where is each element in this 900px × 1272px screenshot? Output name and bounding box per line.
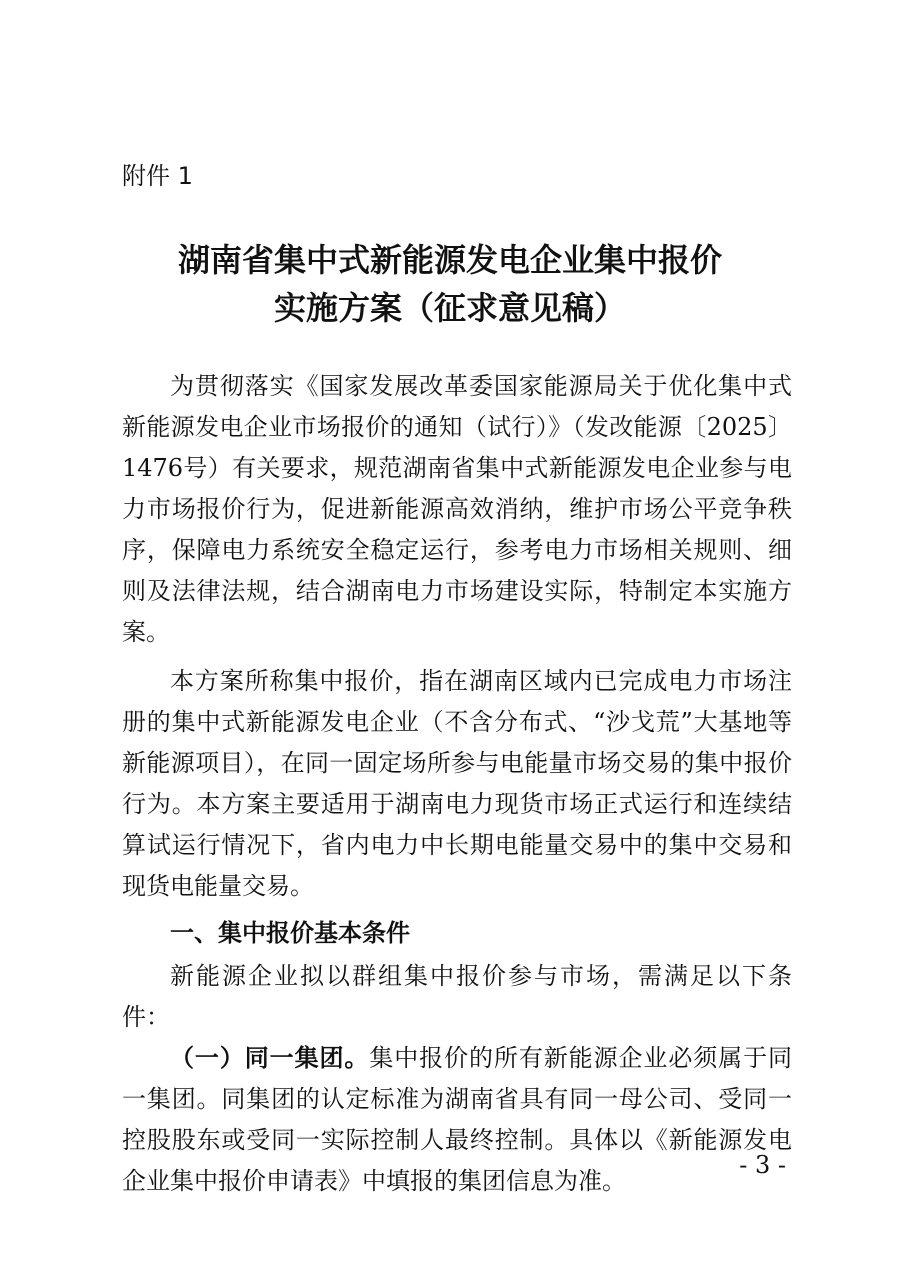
section-heading-basic-conditions: 一、集中报价基本条件 [170,919,410,947]
item-text-same-group: 集中报价的所有新能源企业必须属于同一集团。同集团的认定标准为湖南省具有同一母公司、受同一控股股东或受同一实际控制人最终控制。具体以《新能源发电企业集中报价申请表》中填报的集团信息为准。 [122,1044,793,1195]
item-heading-same-group: （一）同一集团。 [170,1044,370,1072]
page-number: - 3 - [739,1151,786,1179]
paragraph-preamble: 为贯彻落实《国家发展改革委国家能源局关于优化集中式新能源发电企业市场报价的通知（试行）》（发改能源〔2025〕1476号）有关要求，规范湖南省集中式新能源发电企业参与电力市场报价行为，促进新能源高效消纳，维护市场公平竞争秩序，保障电力系统安全稳定运行，参考电力市场相关规则、细则及法律法规，结合湖南电力市场建设实际，特制定本实施方案。 [122,372,792,646]
attachment-label: 附件 1 [122,162,193,190]
paragraph-conditions-intro: 新能源企业拟以群组集中报价参与市场，需满足以下条件： [122,962,792,1031]
paragraph-scope: 本方案所称集中报价，指在湖南区域内已完成电力市场注册的集中式新能源发电企业（不含分布式、“沙戈荒”大基地等新能源项目），在同一固定场所参与电能量市场交易的集中报价行为。本方案主要适用于湖南电力现货市场正式运行和连续结算试运行情况下，省内电力中长期电能量交易中的集中交易和现货电能量交易。 [122,667,792,900]
title-line-2: 实施方案（征求意见稿） [273,289,626,327]
title-line-1: 湖南省集中式新能源发电企业集中报价 [177,241,722,279]
document-title [0,236,900,332]
paragraph-same-group [122,1038,792,1202]
document-body [122,366,792,1202]
